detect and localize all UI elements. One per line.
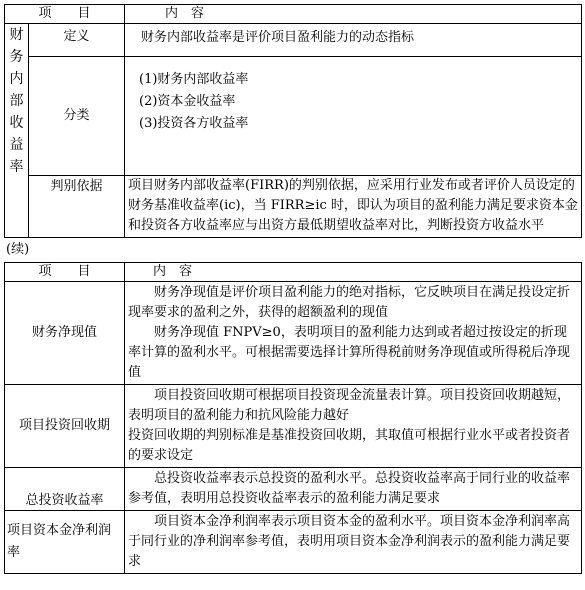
row-label-payback: 项目投资回收期 bbox=[5, 385, 125, 468]
continued-label: (续) bbox=[6, 242, 30, 257]
table-row bbox=[5, 282, 582, 385]
row-content-roi bbox=[125, 468, 582, 511]
row-content-npv bbox=[125, 282, 582, 385]
group-label-char: 收 bbox=[9, 115, 24, 131]
irr-table bbox=[4, 4, 582, 238]
table-header-row bbox=[5, 263, 582, 282]
profitability-table bbox=[4, 262, 582, 574]
header-content: 内 容 bbox=[125, 5, 582, 24]
content-line: 投资回收期的判别标准是基准投资回收期，其取值可根据行业水平或者投资者的要求设定 bbox=[128, 428, 571, 463]
row-label-definition: 定义 bbox=[29, 24, 125, 57]
content-line: 项目投资回收期可根据项目投资现金流量表计算。项目投资回收期越短，表明项目的盈利能力和抗风险能力越好 bbox=[128, 388, 571, 423]
header-content: 内 容 bbox=[125, 263, 582, 282]
row-content-definition bbox=[125, 24, 582, 57]
group-label-char: 益 bbox=[9, 137, 24, 153]
table-row bbox=[5, 24, 582, 57]
content-line: 总投资收益率表示总投资的盈利水平。总投资收益率高于同行业的收益率参考值，表明用总投资收益率表示的盈利能力满足要求 bbox=[128, 471, 571, 506]
header-item: 项 目 bbox=[5, 263, 125, 282]
row-content-criteria bbox=[125, 176, 582, 238]
table-row bbox=[5, 468, 582, 511]
list-item: (2)资本金收益率 bbox=[139, 94, 236, 109]
group-label-char: 财 bbox=[9, 27, 24, 43]
content-line: 财务内部收益率是评价项目盈利能力的动态指标 bbox=[141, 30, 415, 45]
list-item: (3)投资各方收益率 bbox=[139, 116, 249, 131]
group-label-irr bbox=[5, 24, 29, 238]
row-label-roe: 项目资本金净利润率 bbox=[5, 511, 125, 574]
list-item: (1)财务内部收益率 bbox=[139, 72, 249, 87]
group-label-char: 部 bbox=[9, 93, 24, 109]
row-label-npv: 财务净现值 bbox=[5, 282, 125, 385]
table-header-row bbox=[5, 5, 582, 24]
content-line: 财务净现值 FNPV≥0，表明项目的盈利能力达到或者超过按设定的折现率计算的盈利水平。可根据需要选择计算所得税前财务净现值或所得税后净现值 bbox=[128, 325, 571, 380]
content-line: 项目资本金净利润率表示项目资本金的盈利水平。项目资本金净利润率高于同行业的净利润率参考值，表明用项目资本金净利润表示的盈利能力满足要求 bbox=[128, 514, 571, 569]
row-label-roi: 总投资收益率 bbox=[5, 468, 125, 511]
row-label-criteria: 判别依据 bbox=[29, 176, 125, 238]
row-content-payback bbox=[125, 385, 582, 468]
table-row bbox=[5, 176, 582, 238]
table-row bbox=[5, 511, 582, 574]
content-line: 项目财务内部收益率(FIRR)的判别依据，应采用行业发布或者评价人员设定的财务基准收益率(ic)，当 FIRR≥ic 时，即认为项目的盈利能力满足要求资本金和投资各方收益率应与出资方最低期望收益率对比，判断投资方收益水平 bbox=[128, 178, 578, 233]
group-label-char: 务 bbox=[9, 49, 24, 65]
table-row bbox=[5, 57, 582, 176]
table-row bbox=[5, 385, 582, 468]
content-line: 财务净现值是评价项目盈利能力的绝对指标，它反映项目在满足投设定折现率要求的盈利之外，获得的超额盈利的现值 bbox=[128, 285, 571, 320]
group-label-char: 内 bbox=[9, 71, 24, 87]
row-label-classification: 分类 bbox=[29, 57, 125, 176]
header-item: 项 目 bbox=[5, 5, 125, 24]
row-content-classification bbox=[125, 57, 582, 176]
row-content-roe bbox=[125, 511, 582, 574]
group-label-char: 率 bbox=[9, 159, 24, 175]
